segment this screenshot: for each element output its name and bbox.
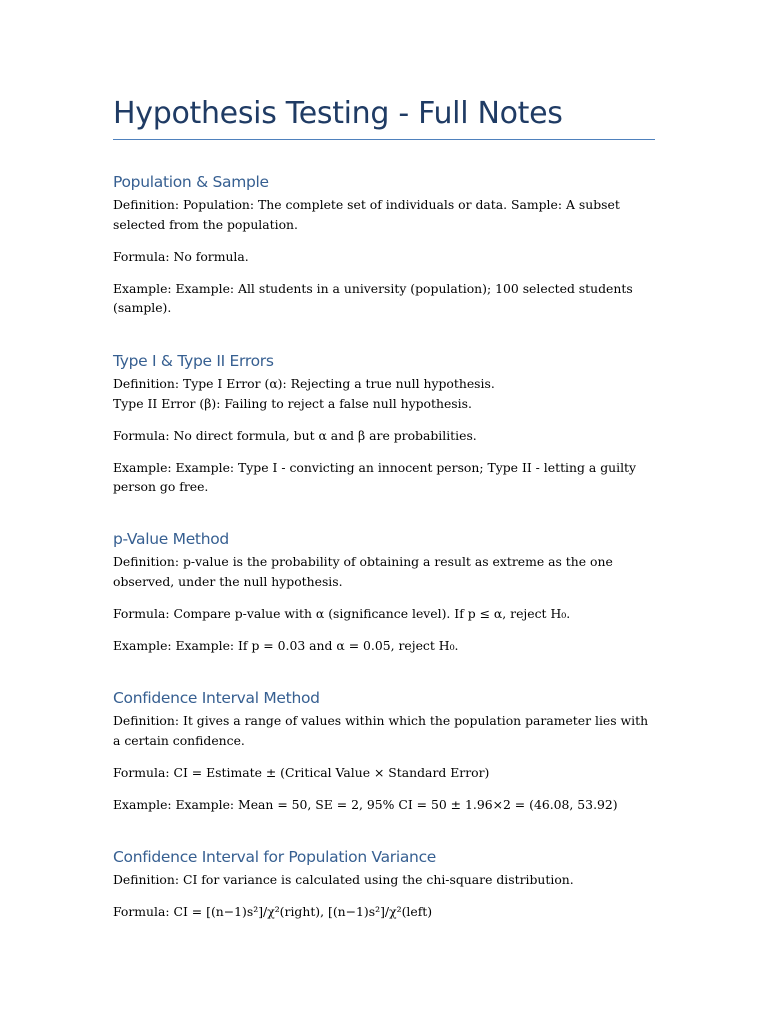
definition-line: Definition: Type I Error (α): Rejecting a true null hypothesis. (113, 376, 495, 391)
section-heading: Type I & Type II Errors (113, 352, 274, 370)
section-population-sample (113, 171, 655, 318)
formula-text: Formula: No direct formula, but α and β are probabilities. (113, 427, 477, 443)
example-text: Example: Example: Mean = 50, SE = 2, 95% CI = 50 ± 1.96×2 = (46.08, 53.92) (113, 796, 618, 812)
formula-text: Formula: CI = [(n−1)s²]/χ²(right), [(n−1)s²]/χ²(left) (113, 904, 433, 919)
section-heading: Population & Sample (113, 173, 269, 191)
example-text: Example: Example: If p = 0.03 and α = 0.05, reject H₀. (113, 637, 459, 653)
definition-line: Type II Error (β): Failing to reject a false null hypothesis. (113, 395, 472, 411)
definition-text: Definition: p-value is the probability of obtaining a result as extreme as the one observed, under the null hypothesis. (113, 554, 613, 589)
example-text: Example: Example: Type I - convicting an innocent person; Type II - letting a guilty person go free. (113, 459, 637, 494)
formula-text: Formula: CI = Estimate ± (Critical Value × Standard Error) (113, 764, 490, 780)
document-title: Hypothesis Testing - Full Notes (113, 96, 563, 131)
section-ci-population-variance (113, 846, 655, 922)
definition-text (113, 374, 655, 413)
title-underline (113, 139, 655, 140)
section-heading: p-Value Method (113, 530, 229, 548)
section-heading: Confidence Interval Method (113, 689, 320, 707)
formula-text: Formula: No formula. (113, 248, 249, 264)
formula-text: Formula: Compare p-value with α (significance level). If p ≤ α, reject H₀. (113, 605, 571, 621)
section-type-errors (113, 350, 655, 497)
example-text: Example: Example: All students in a university (population); 100 selected students (sample). (113, 280, 633, 315)
definition-text: Definition: Population: The complete set of individuals or data. Sample: A subset selected from the population. (113, 197, 620, 232)
section-confidence-interval-method (113, 687, 655, 814)
definition-text: Definition: CI for variance is calculated using the chi-square distribution. (113, 872, 574, 887)
definition-text: Definition: It gives a range of values within which the population parameter lies with a certain confidence. (113, 713, 649, 748)
section-heading: Confidence Interval for Population Variance (113, 848, 437, 866)
section-p-value-method (113, 528, 655, 655)
